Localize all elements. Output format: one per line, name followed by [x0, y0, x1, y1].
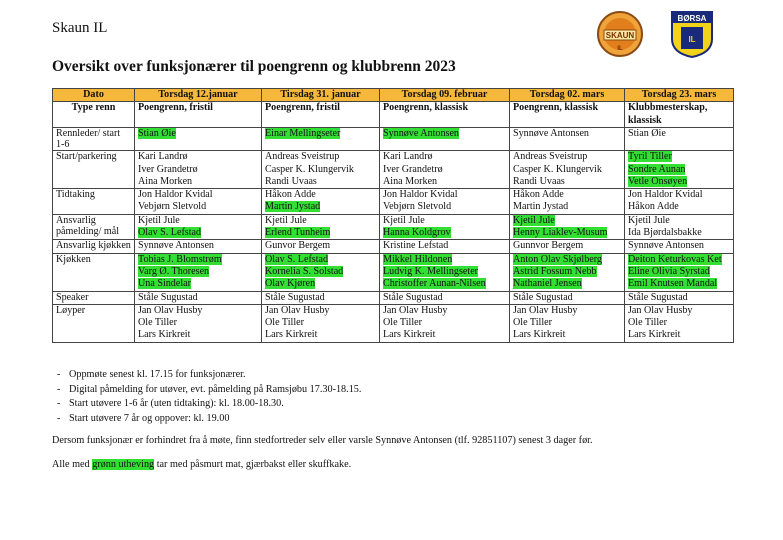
name-line	[138, 266, 258, 278]
highlighted-name: Tobias J. Blomstrøm	[138, 253, 222, 265]
name: Aina Morken	[138, 175, 193, 187]
name-line	[628, 227, 730, 239]
name-line	[628, 151, 730, 163]
type-cell	[262, 102, 380, 128]
row-label: Speaker	[53, 291, 135, 304]
name-line	[265, 151, 376, 163]
name: Iver Grandetrø	[383, 163, 443, 175]
highlighted-name: Henny Liaklev-Musum	[513, 227, 608, 239]
name-line	[383, 176, 506, 188]
table-cell	[135, 240, 262, 253]
highlighted-name: Tyril Tiller	[628, 151, 672, 163]
name-line	[265, 240, 376, 252]
table-row	[53, 189, 734, 215]
table-cell	[262, 151, 380, 189]
name-line	[265, 215, 376, 227]
date-cell: Torsdag 09. februar	[380, 89, 510, 102]
name-line	[138, 176, 258, 188]
table-row	[53, 304, 734, 342]
name-line	[138, 215, 258, 227]
name-line	[383, 227, 506, 239]
food-note-end: tar med påsmurt mat, gjærbakst eller skuffkake.	[154, 459, 352, 470]
highlighted-name: Varg Ø. Thoresen	[138, 265, 210, 277]
type-cell	[510, 102, 625, 128]
name-line	[138, 254, 258, 266]
highlighted-name: Eline Olivia Syrstad	[628, 265, 710, 277]
type-row	[53, 102, 734, 128]
date-cell: Torsdag 12.januar	[135, 89, 262, 102]
highlighted-name: Einar Mellingseter	[265, 127, 341, 139]
note-item: - Digital påmelding for utøver, evt. påmelding på Ramsjøbu 17.30-18.15.	[52, 383, 361, 398]
table-row	[53, 214, 734, 240]
table-cell	[262, 189, 380, 215]
name: Iver Grandetrø	[138, 163, 198, 175]
name-line	[383, 128, 506, 140]
row-label: Kjøkken	[53, 253, 135, 291]
svg-text:IL: IL	[617, 46, 623, 52]
type-cell	[625, 102, 734, 128]
name-line	[628, 254, 730, 266]
name: Lars Kirkreit	[383, 329, 436, 341]
table-row	[53, 240, 734, 253]
table-cell	[380, 214, 510, 240]
name-line	[628, 292, 730, 304]
name: Jon Haldor Kvidal	[628, 189, 703, 201]
name-line	[383, 254, 506, 266]
name: Jan Olav Husby	[513, 304, 578, 316]
name: Andreas Sveistrup	[265, 151, 340, 163]
type-line: Klubbmesterskap,	[628, 102, 708, 114]
name: Kjetil Jule	[383, 214, 425, 226]
table-cell	[625, 127, 734, 150]
name-line	[138, 317, 258, 329]
name-line	[383, 329, 506, 341]
notes-list	[52, 368, 361, 426]
name-line	[628, 240, 730, 252]
name-line	[513, 292, 621, 304]
type-cell	[380, 102, 510, 128]
name: Synnøve Antonsen	[138, 240, 214, 252]
name-line	[265, 176, 376, 188]
name-line	[138, 164, 258, 176]
name-line	[513, 254, 621, 266]
name: Jon Haldor Kvidal	[383, 189, 458, 201]
table-cell	[262, 253, 380, 291]
name-line	[265, 329, 376, 341]
highlighted-name: Erlend Tunheim	[265, 227, 331, 239]
table-row	[53, 291, 734, 304]
name: Ole Tiller	[628, 317, 667, 329]
name: Aina Morken	[383, 175, 438, 187]
name-line	[265, 189, 376, 201]
name: Kjetil Jule	[138, 214, 180, 226]
name-line	[138, 292, 258, 304]
svg-text:IL: IL	[688, 35, 696, 44]
table-cell	[625, 189, 734, 215]
svg-text:BØRSA: BØRSA	[677, 14, 707, 23]
table-cell	[625, 291, 734, 304]
name: Ole Tiller	[138, 317, 177, 329]
name: Ståle Sugustad	[628, 291, 688, 303]
name: Gunvor Bergem	[265, 240, 331, 252]
row-label: Ansvarlig kjøkken	[53, 240, 135, 253]
highlighted-name: Nathaniel Jensen	[513, 278, 582, 290]
name-line	[628, 189, 730, 201]
name: Andreas Sveistrup	[513, 151, 588, 163]
food-note	[52, 459, 351, 470]
corner-type: Type renn	[53, 102, 135, 128]
green-highlight-text: grønn utheving	[92, 459, 155, 470]
highlighted-name: Olav S. Lefstad	[265, 253, 329, 265]
table-row	[53, 253, 734, 291]
name-line	[138, 189, 258, 201]
table-cell	[510, 253, 625, 291]
highlighted-name: Olav S. Lefstad	[138, 227, 202, 239]
row-label: Løyper	[53, 304, 135, 342]
table-cell	[510, 304, 625, 342]
name: Vebjørn Sletvold	[383, 201, 452, 213]
table-cell	[380, 240, 510, 253]
name: Martin Jystad	[513, 201, 569, 213]
name-line	[138, 329, 258, 341]
table-cell	[625, 304, 734, 342]
name: Håkon Adde	[628, 201, 679, 213]
highlighted-name: Vetle Onsøyen	[628, 175, 688, 187]
page-title: Oversikt over funksjonærer til poengrenn og klubbrenn 2023	[52, 58, 456, 75]
highlighted-name: Hanna Koldgrov	[383, 227, 451, 239]
name: Ole Tiller	[513, 317, 552, 329]
name: Kjetil Jule	[628, 214, 670, 226]
highlighted-name: Olav Kjøren	[265, 278, 316, 290]
name-line	[383, 266, 506, 278]
name-line	[138, 128, 258, 140]
name-line	[265, 227, 376, 239]
highlighted-name: Christoffer Aunan-Nilsen	[383, 278, 486, 290]
highlighted-name: Kjetil Jule	[513, 214, 555, 226]
name: Randi Uvaas	[513, 175, 565, 187]
roster-table	[52, 88, 734, 343]
name-line	[383, 278, 506, 290]
name-line	[265, 128, 376, 140]
table-cell	[380, 291, 510, 304]
name-line	[628, 305, 730, 317]
type-line: Poengrenn, klassisk	[513, 102, 599, 114]
name: Kristine Lefstad	[383, 240, 449, 252]
food-note-start: Alle med	[52, 459, 93, 470]
name: Casper K. Klungervik	[265, 163, 354, 175]
name: Kjetil Jule	[265, 214, 307, 226]
name: Jan Olav Husby	[138, 304, 203, 316]
table-cell	[135, 291, 262, 304]
name-line	[513, 164, 621, 176]
name-line	[513, 240, 621, 252]
name: Lars Kirkreit	[628, 329, 681, 341]
name-line	[138, 278, 258, 290]
name-line	[513, 201, 621, 213]
name: Lars Kirkreit	[138, 329, 191, 341]
table-cell	[135, 189, 262, 215]
borsa-il-logo	[669, 9, 715, 59]
table-cell	[262, 214, 380, 240]
name-line	[513, 317, 621, 329]
table-cell	[380, 189, 510, 215]
name: Håkon Adde	[513, 189, 564, 201]
name-line	[513, 176, 621, 188]
type-line: Poengrenn, klassisk	[383, 102, 469, 114]
table-cell	[262, 291, 380, 304]
date-header-row	[53, 89, 734, 102]
table-cell	[262, 127, 380, 150]
name-line	[383, 317, 506, 329]
table-cell	[510, 214, 625, 240]
name-line	[513, 329, 621, 341]
substitute-note: Dersom funksjonær er forhindret fra å møte, finn stedfortreder selv eller varsle Synnøve Antonsen (tlf. 92851107) senest 3 dager før.	[52, 435, 593, 446]
note-item: - Start utøvere 7 år og oppover: kl. 19.00	[52, 412, 361, 427]
name: Kari Landrø	[138, 151, 188, 163]
highlighted-name: Sondre Aunan	[628, 163, 686, 175]
table-cell	[510, 151, 625, 189]
note-item: - Oppmøte senest kl. 17.15 for funksjonærer.	[52, 368, 361, 383]
name: Gunnvor Bergem	[513, 240, 584, 252]
table-cell	[510, 189, 625, 215]
highlighted-name: Emil Knutsen Mandal	[628, 278, 718, 290]
table-cell	[380, 253, 510, 291]
name: Kari Landrø	[383, 151, 433, 163]
name: Lars Kirkreit	[513, 329, 566, 341]
name-line	[628, 317, 730, 329]
name: Casper K. Klungervik	[513, 163, 602, 175]
note-item: - Start utøvere 1-6 år (uten tidtaking): kl. 18.00-18.30.	[52, 397, 361, 412]
name-line	[513, 128, 621, 140]
name: Jan Olav Husby	[628, 304, 693, 316]
highlighted-name: Synnøve Antonsen	[383, 127, 459, 139]
highlighted-name: Mikkel Hildonen	[383, 253, 453, 265]
name: Ole Tiller	[383, 317, 422, 329]
name-line	[265, 292, 376, 304]
table-cell	[625, 214, 734, 240]
skaun-il-logo	[596, 10, 644, 58]
name-line	[628, 215, 730, 227]
name-line	[628, 128, 730, 140]
name-line	[628, 329, 730, 341]
table-cell	[510, 240, 625, 253]
name-line	[513, 227, 621, 239]
name-line	[138, 151, 258, 163]
highlighted-name: Deiton Keturkovas Ket	[628, 253, 722, 265]
name-line	[383, 292, 506, 304]
row-label: Ansvarlig påmelding/ mål	[53, 214, 135, 240]
name-line	[383, 189, 506, 201]
name: Ståle Sugustad	[383, 291, 443, 303]
name: Synnøve Antonsen	[628, 240, 704, 252]
table-cell	[625, 253, 734, 291]
name-line	[265, 266, 376, 278]
name-line	[628, 164, 730, 176]
table-row	[53, 127, 734, 150]
table-cell	[135, 304, 262, 342]
name: Jan Olav Husby	[265, 304, 330, 316]
table-cell	[135, 214, 262, 240]
name-line	[265, 317, 376, 329]
name-line	[513, 305, 621, 317]
table-cell	[625, 151, 734, 189]
name-line	[628, 278, 730, 290]
table-cell	[510, 127, 625, 150]
name-line	[138, 240, 258, 252]
highlighted-name: Stian Øie	[138, 127, 176, 139]
name-line	[513, 215, 621, 227]
table-cell	[135, 253, 262, 291]
name-line	[628, 266, 730, 278]
highlighted-name: Ludvig K. Mellingseter	[383, 265, 479, 277]
date-cell: Tirsdag 31. januar	[262, 89, 380, 102]
name-line	[265, 305, 376, 317]
table-cell	[262, 240, 380, 253]
name: Randi Uvaas	[265, 175, 317, 187]
type-line: Poengrenn, fristil	[265, 102, 340, 114]
table-cell	[380, 151, 510, 189]
name-line	[513, 151, 621, 163]
row-label: Start/parkering	[53, 151, 135, 189]
name: Ståle Sugustad	[138, 291, 198, 303]
name: Ståle Sugustad	[513, 291, 573, 303]
table-cell	[380, 304, 510, 342]
name-line	[265, 201, 376, 213]
name: Jan Olav Husby	[383, 304, 448, 316]
name-line	[628, 201, 730, 213]
name: Ole Tiller	[265, 317, 304, 329]
name-line	[383, 201, 506, 213]
table-row	[53, 151, 734, 189]
corner-date: Dato	[53, 89, 135, 102]
name-line	[265, 254, 376, 266]
name-line	[383, 164, 506, 176]
name: Stian Øie	[628, 127, 666, 139]
name-line	[383, 240, 506, 252]
row-label: Tidtaking	[53, 189, 135, 215]
name-line	[265, 164, 376, 176]
name-line	[138, 305, 258, 317]
type-line: klassisk	[628, 114, 662, 126]
name: Ida Bjørdalsbakke	[628, 227, 702, 239]
svg-text:SKAUN: SKAUN	[605, 31, 635, 40]
highlighted-name: Anton Olav Skjølberg	[513, 253, 602, 265]
type-line: Poengrenn, fristil	[138, 102, 213, 114]
name-line	[265, 278, 376, 290]
highlighted-name: Martin Jystad	[265, 201, 321, 213]
type-cell	[135, 102, 262, 128]
table-cell	[135, 127, 262, 150]
name-line	[383, 215, 506, 227]
name-line	[383, 151, 506, 163]
table-cell	[262, 304, 380, 342]
name: Synnøve Antonsen	[513, 127, 589, 139]
org-name: Skaun IL	[52, 20, 108, 36]
name: Håkon Adde	[265, 189, 316, 201]
highlighted-name: Una Sindelar	[138, 278, 191, 290]
name-line	[513, 189, 621, 201]
name-line	[383, 305, 506, 317]
row-label: Rennleder/ start 1-6	[53, 127, 135, 150]
name-line	[138, 227, 258, 239]
table-cell	[625, 240, 734, 253]
date-cell: Torsdag 23. mars	[625, 89, 734, 102]
date-cell: Torsdag 02. mars	[510, 89, 625, 102]
table-cell	[135, 151, 262, 189]
name-line	[138, 201, 258, 213]
name-line	[513, 278, 621, 290]
highlighted-name: Astrid Fossum Nebb	[513, 265, 597, 277]
name: Vebjørn Sletvold	[138, 201, 207, 213]
table-cell	[380, 127, 510, 150]
name: Jon Haldor Kvidal	[138, 189, 213, 201]
name: Ståle Sugustad	[265, 291, 325, 303]
name-line	[628, 176, 730, 188]
name: Lars Kirkreit	[265, 329, 318, 341]
name-line	[513, 266, 621, 278]
highlighted-name: Kornelia S. Solstad	[265, 265, 344, 277]
table-cell	[510, 291, 625, 304]
